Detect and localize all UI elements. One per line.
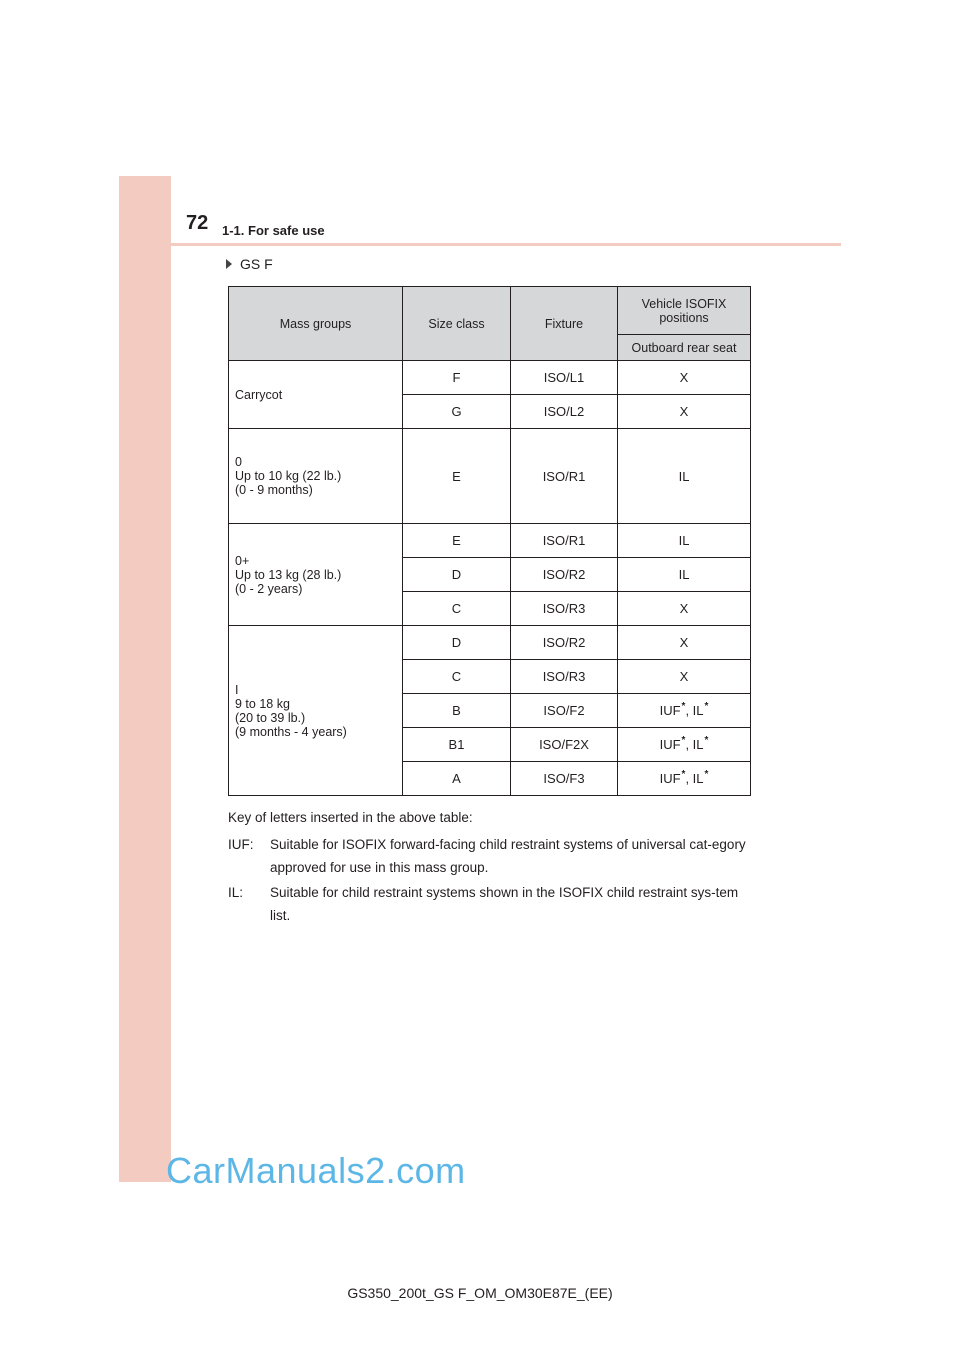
size-class-cell: C	[403, 592, 511, 626]
mass-group-line: 0	[235, 455, 242, 469]
page-number: 72	[186, 212, 209, 234]
size-class-cell: E	[403, 524, 511, 558]
mass-group-line: (0 - 9 months)	[235, 483, 313, 497]
mass-group-line: Carrycot	[235, 387, 283, 402]
mass-group-line: 9 to 18 kg	[235, 696, 290, 711]
fixture-cell: ISO/R2	[511, 558, 618, 592]
size-class-cell: B1	[403, 728, 511, 762]
mass-group-cell	[229, 361, 403, 429]
model-subheading	[226, 256, 273, 272]
header-size-class: Size class	[403, 287, 511, 361]
table-row	[229, 626, 751, 660]
header-isofix-positions: Vehicle ISOFIX positions	[618, 287, 751, 335]
header-mass-groups: Mass groups	[229, 287, 403, 361]
fixture-cell: ISO/F2X	[511, 728, 618, 762]
size-class-cell: D	[403, 626, 511, 660]
asterisk-footnote-mark: *	[681, 735, 686, 746]
side-margin-band	[119, 176, 171, 1182]
isofix-table	[228, 286, 751, 796]
header-fixture: Fixture	[511, 287, 618, 361]
position-value-cell: X	[618, 592, 751, 626]
size-class-cell: F	[403, 361, 511, 395]
header-rule	[119, 243, 841, 246]
footer-doc-code: GS350_200t_GS F_OM_OM30E87E_(EE)	[347, 1285, 613, 1301]
table-row	[229, 524, 751, 558]
key-text: Suitable for ISOFIX forward-facing child restraint systems of universal cat-egory approved for use in this mass group.	[270, 837, 746, 875]
mass-group-line: (9 months - 4 years)	[235, 724, 347, 739]
position-value-cell: X	[618, 361, 751, 395]
asterisk-footnote-mark: *	[704, 701, 709, 712]
size-class-cell: B	[403, 694, 511, 728]
position-value-cell: IL	[618, 524, 751, 558]
position-value-cell: IUF*, IL*	[618, 762, 751, 796]
table-body	[229, 361, 751, 796]
fixture-cell: ISO/R2	[511, 626, 618, 660]
asterisk-footnote-mark: *	[681, 769, 686, 780]
asterisk-footnote-mark: *	[704, 735, 709, 746]
mass-group-line: Up to 13 kg (28 lb.)	[235, 567, 342, 582]
fixture-cell: ISO/F2	[511, 694, 618, 728]
key-code: IL:	[228, 885, 244, 900]
key-item-iuf	[228, 833, 748, 879]
asterisk-footnote-mark: *	[704, 769, 709, 780]
table-row	[229, 361, 751, 395]
position-value-cell: X	[618, 660, 751, 694]
position-value-cell: IL	[618, 558, 751, 592]
fixture-cell: ISO/L2	[511, 395, 618, 429]
size-class-cell: C	[403, 660, 511, 694]
table-row	[229, 429, 751, 524]
key-text: Suitable for child restraint systems shown in the ISOFIX child restraint sys-tem list.	[270, 885, 739, 923]
mass-group-cell	[229, 524, 403, 626]
mass-group-cell	[229, 429, 403, 524]
fixture-cell: ISO/R3	[511, 660, 618, 694]
size-class-cell: G	[403, 395, 511, 429]
position-value-cell: X	[618, 395, 751, 429]
header-outboard-rear-seat: Outboard rear seat	[618, 335, 751, 361]
watermark-logo: CarManuals2.com	[166, 1150, 466, 1191]
fixture-cell: ISO/R3	[511, 592, 618, 626]
size-class-cell: E	[403, 429, 511, 524]
fixture-cell: ISO/F3	[511, 762, 618, 796]
mass-group-line: Up to 10 kg (22 lb.)	[235, 469, 342, 483]
key-intro: Key of letters inserted in the above table:	[228, 810, 473, 825]
mass-group-line: (20 to 39 lb.)	[235, 710, 306, 725]
asterisk-footnote-mark: *	[681, 701, 686, 712]
size-class-cell: D	[403, 558, 511, 592]
fixture-cell: ISO/L1	[511, 361, 618, 395]
position-value-cell: IL	[618, 429, 751, 524]
mass-group-line: I	[235, 682, 239, 697]
mass-group-line: 0+	[235, 553, 250, 568]
triangle-bullet-icon	[226, 259, 232, 269]
model-label: GS F	[240, 256, 273, 272]
size-class-cell: A	[403, 762, 511, 796]
section-title: 1-1. For safe use	[222, 223, 325, 238]
fixture-cell: ISO/R1	[511, 429, 618, 524]
mass-group-line: (0 - 2 years)	[235, 581, 303, 596]
position-value-cell: IUF*, IL*	[618, 728, 751, 762]
position-value-cell: IUF*, IL*	[618, 694, 751, 728]
fixture-cell: ISO/R1	[511, 524, 618, 558]
key-code: IUF:	[228, 837, 254, 852]
key-item-il	[228, 881, 748, 927]
position-value-cell: X	[618, 626, 751, 660]
mass-group-cell	[229, 626, 403, 796]
